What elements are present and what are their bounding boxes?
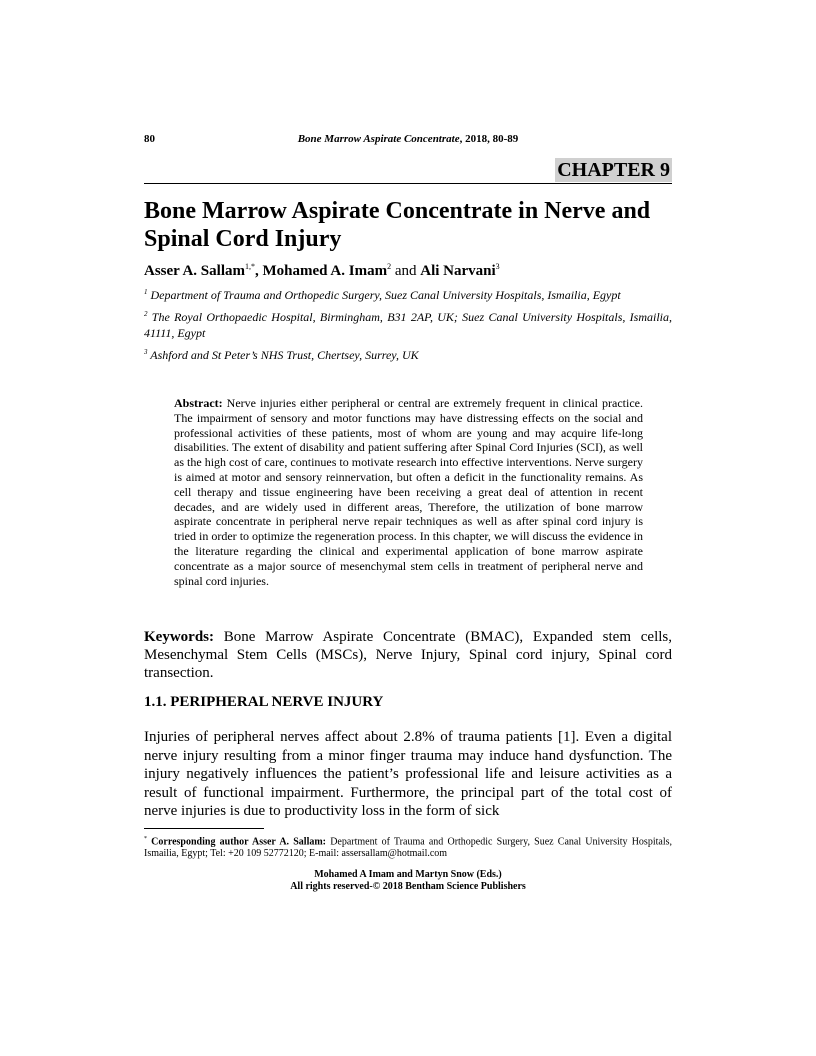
author-affil-marker: 2 [387, 262, 392, 271]
affiliations [144, 284, 672, 366]
section-heading: 1.1. PERIPHERAL NERVE INJURY [144, 694, 384, 710]
affiliation-text: Ashford and St Peter’s NHS Trust, Chertsey, Surrey, UK [147, 348, 419, 362]
keywords [144, 628, 672, 682]
page-number: 80 [144, 133, 155, 145]
author-affil-marker: 3 [495, 262, 500, 271]
keywords-label: Keywords: [144, 629, 214, 645]
author-separator: and [391, 263, 421, 279]
affiliation-number: 1 [144, 288, 148, 296]
footnote [144, 833, 672, 860]
rights-line: All rights reserved-© 2018 Bentham Science Publishers [290, 881, 526, 892]
author-list [144, 262, 672, 280]
author-affil-marker: 1,* [244, 262, 255, 271]
body-paragraph: Injuries of peripheral nerves affect about 2.8% of trauma patients [1]. Even a digital nerve injury resulting from a minor finger trauma may induce hand dysfunction. The injury negatively influences the patient’s professional life and leisure activities as a result of functional impairment. Furthermore, the principal part of the total cost of nerve injuries is due to productivity loss in the form of sick [144, 729, 672, 820]
affiliation-number: 2 [144, 310, 148, 318]
footnote-text: Department of Trauma and Orthopedic Surgery, Suez Canal University Hospitals, Ismailia, Egypt; Tel: +20 109 52772120; E-mail: assersallam@hotmail.com [144, 836, 672, 860]
affiliation-text: Department of Trauma and Orthopedic Surgery, Suez Canal University Hospitals, Ismailia, Egypt [147, 288, 621, 302]
journal-title: Bone Marrow Aspirate Concentrate [297, 133, 460, 145]
publisher-info [144, 869, 672, 893]
affiliation [144, 344, 672, 363]
affiliation-text: The Royal Orthopaedic Hospital, Birmingham, B31 2AP, UK; Suez Canal University Hospitals, Ismailia, 41111, Egypt [144, 310, 672, 340]
affiliation [144, 306, 672, 341]
affiliation [144, 284, 672, 303]
running-head [144, 133, 672, 149]
abstract-label: Abstract: [174, 396, 223, 410]
footnote-marker: * [144, 836, 147, 842]
footnote-rule [144, 828, 264, 829]
abstract [174, 396, 643, 588]
affiliation-number: 3 [144, 348, 148, 356]
chapter-rule [144, 183, 672, 184]
footnote-label: Corresponding author Asser A. Sallam: [147, 836, 327, 848]
editors-line: Mohamed A Imam and Martyn Snow (Eds.) [314, 869, 502, 880]
author-separator: , [254, 263, 263, 279]
author-name: Ali Narvani [420, 263, 496, 279]
journal-details: , 2018, 80-89 [459, 133, 519, 145]
keywords-text: Bone Marrow Aspirate Concentrate (BMAC), Expanded stem cells, Mesenchymal Stem Cells (MSCs), Nerve Injury, Spinal cord injury, Spinal cord transection. [144, 629, 672, 681]
journal-citation [144, 133, 672, 145]
author-name: Mohamed A. Imam [262, 263, 388, 279]
chapter-title: Bone Marrow Aspirate Concentrate in Nerve and Spinal Cord Injury [144, 198, 651, 252]
abstract-text: Nerve injuries either peripheral or central are extremely frequent in clinical practice. The impairment of sensory and motor functions may have distressing effects on the social and professional activities of these patients, most of whom are young and may acquire life-long disabilities. The extent of disability and patient suffering after Spinal Cord Injuries (SCI), as well as the high cost of care, continues to motivate research into effective interventions. Nerve surgery is aimed at motor and sensory reinnervation, but often a deficit in the functionality remains. As cell therapy and tissue engineering have been receiving a great deal of attention in recent decades, and are widely used in different areas, Therefore, the utilization of bone marrow aspirate concentrate in peripheral nerve repair techniques as well as after spinal cord injury is tried in order to optimize the regeneration process. In this chapter, we will discuss the evidence in the literature regarding the clinical and experimental application of bone marrow aspirate concentrate as a major source of mesenchymal stem cells in treatment of peripheral nerve and spinal cord injuries. [174, 396, 643, 588]
author-name: Asser A. Sallam [144, 263, 245, 279]
chapter-label: CHAPTER 9 [557, 159, 670, 181]
